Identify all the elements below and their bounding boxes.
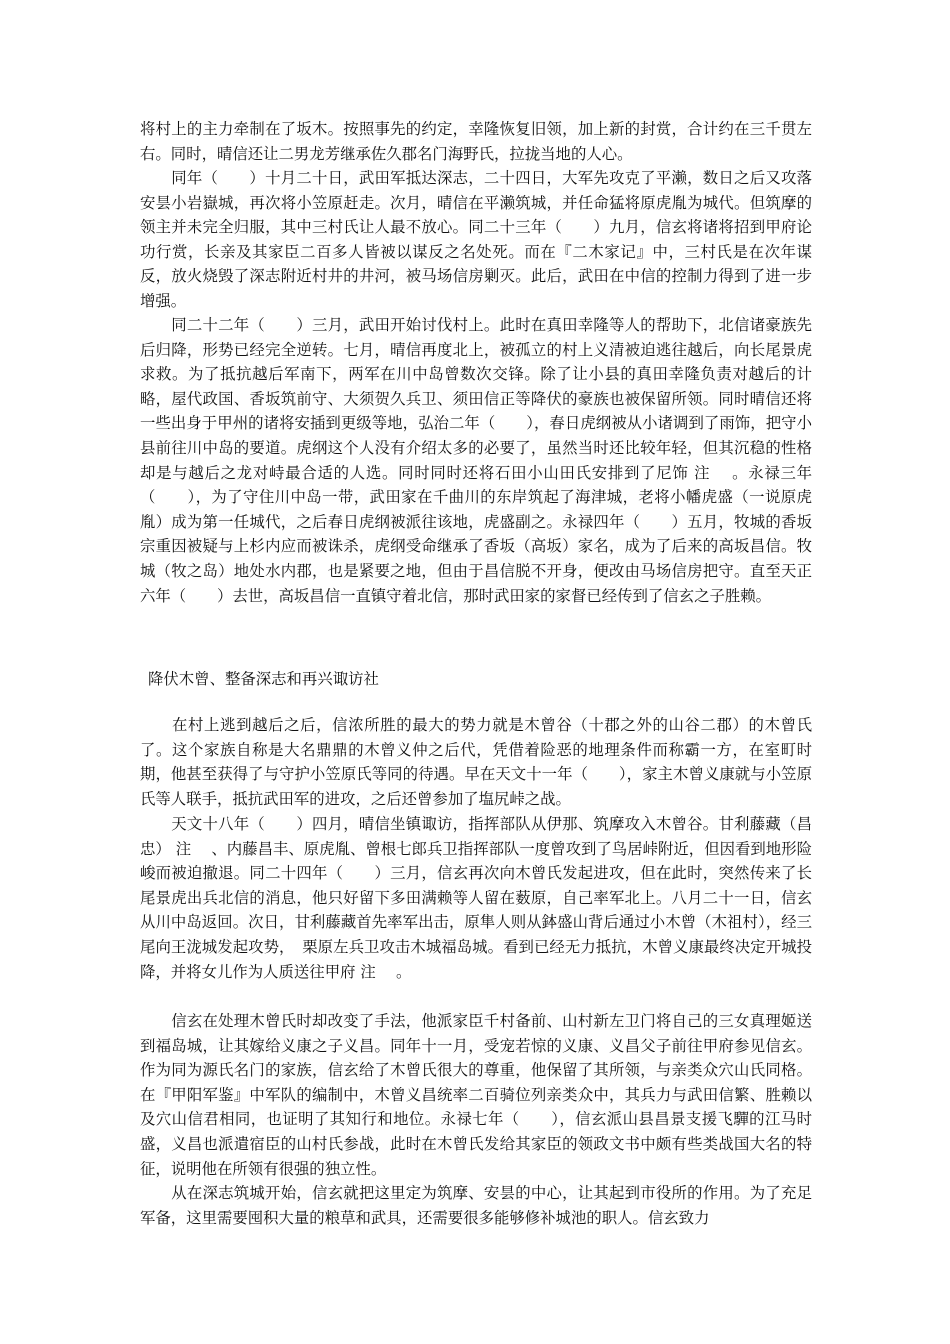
paragraph-5: 天文十八年（ ）四月，晴信坐镇诹访，指挥部队从伊那、筑摩攻入木曾谷。甘利藤藏（昌忠） 注 、内藤昌丰、原虎胤、曾根七郎兵卫指挥部队一度曾攻到了鸟居峠附近，但因看到地形险峻而被迫撤退。同二十四年（ ）三月，信玄再次向木曾氏发起进攻，但在此时，突然传来了长尾景虎出兵北信的消息，他只好留下多田满赖等人留在薮原，自己率军北上。八月二十一日，信玄从川中岛返回。次日，甘利藤藏首先率军出击，原隼人则从鉢盛山背后通过小木曾（木祖村），经三尾向王泷城发起攻势， 栗原左兵卫攻击木城福岛城。看到已经无力抵抗，木曾义康最终决定开城投降，并将女儿作为人质送往甲府 注 。 bbox=[140, 815, 812, 981]
section-heading: 降伏木曾、整备深志和再兴诹访社 bbox=[148, 670, 379, 688]
paragraph-4: 在村上逃到越后之后，信浓所胜的最大的势力就是木曾谷（十郡之外的山谷二郡）的木曾氏了。这个家族自称是大名鼎鼎的木曾义仲之后代，凭借着险恶的地理条件而称霸一方，在室町时期，他甚至获得了与守护小笠原氏等同的待遇。早在天文十一年（ ），家主木曾义康就与小笠原氏等人联手，抵抗武田军的进攻，之后还曾参加了塩尻峠之战。 bbox=[140, 716, 812, 808]
paragraph-2: 同年（ ）十月二十日，武田军抵达深志，二十四日，大军先攻克了平濑，数日之后又攻落安昙小岩嶽城，再次将小笠原赶走。次月，晴信在平濑筑城，并任命猛将原虎胤为城代。但筑摩的领主并未完全归服，其中三村氏让人最不放心。同二十三年（ ）九月，信玄将诸将招到甲府论功行赏，长亲及其家臣二百多人皆被以谋反之名处死。而在『二木家记』中，三村氏是在次年谋反，放火烧毁了深志附近村井的井河，被马场信房剿灭。此后，武田在中信的控制力得到了进一步增强。 bbox=[140, 169, 812, 310]
paragraph-1: 将村上的主力牵制在了坂木。按照事先的约定，幸隆恢复旧领，加上新的封赏，合计约在三千贯左右。同时，晴信还让二男龙芳继承佐久郡名门海野氏，拉拢当地的人心。 bbox=[140, 120, 812, 163]
paragraph-3: 同二十二年（ ）三月，武田开始讨伐村上。此时在真田幸隆等人的帮助下，北信诸豪族先后归降，形势已经完全逆转。七月，晴信再度北上，被孤立的村上义清被迫逃往越后，向长尾景虎求救。为了抵抗越后军南下，两军在川中岛曾数次交锋。除了让小县的真田幸隆负责对越后的计略，屋代政国、香坂筑前守、大须贺久兵卫、须田信正等降伏的豪族也被保留所领。同时晴信还将一些出身于甲州的诸将安插到更级等地，弘治二年（ ），春日虎纲被从小诸调到了雨饰，把守小县前往川中岛的要道。虎纲这个人没有介绍太多的必要了，虽然当时还比较年轻，但其沉稳的性格却是与越后之龙对峙最合适的人选。同时同时还将石田小山田氏安排到了尼饰 注 。永禄三年（ ），为了守住川中岛一带，武田家在千曲川的东岸筑起了海津城，老将小幡虎盛（一说原虎胤）成为第一任城代，之后春日虎纲被派往该地，虎盛副之。永禄四年（ ）五月，牧城的香坂宗重因被疑与上杉内应而被诛杀，虎纲受命继承了香坂（高坂）家名，成为了后来的高坂昌信。牧城（牧之岛）地处水内郡，也是紧要之地，但由于昌信脱不开身，便改由马场信房把守。直至天正六年（ ）去世，高坂昌信一直镇守着北信，那时武田家的家督已经传到了信玄之子胜赖。 bbox=[140, 316, 812, 605]
paragraph-7: 从在深志筑城开始，信玄就把这里定为筑摩、安昙的中心，让其起到市役所的作用。为了充足军备，这里需要囤积大量的粮草和武具，还需要很多能够修补城池的职人。信玄致力 bbox=[140, 1184, 812, 1227]
paragraph-6: 信玄在处理木曾氏时却改变了手法，他派家臣千村备前、山村新左卫门将自己的三女真理姬送到福岛城，让其嫁给义康之子义昌。同年十一月，受宠若惊的义康、义昌父子前往甲府参见信玄。作为同为源氏名门的家族，信玄给了木曾氏很大的尊重，他保留了其所领，与亲类众穴山氏同格。在『甲阳军鉴』中军队的编制中，木曾义昌统率二百骑位列亲类众中，其兵力与武田信繁、胜赖以及穴山信君相同，也证明了其知行和地位。永禄七年（ ），信玄派山县昌景支援飞驒的江马时盛，义昌也派遣宿臣的山村氏参战，此时在木曾氏发给其家臣的领政文书中颇有些类战国大名的特征，说明他在所领有很强的独立性。 bbox=[140, 1012, 812, 1178]
